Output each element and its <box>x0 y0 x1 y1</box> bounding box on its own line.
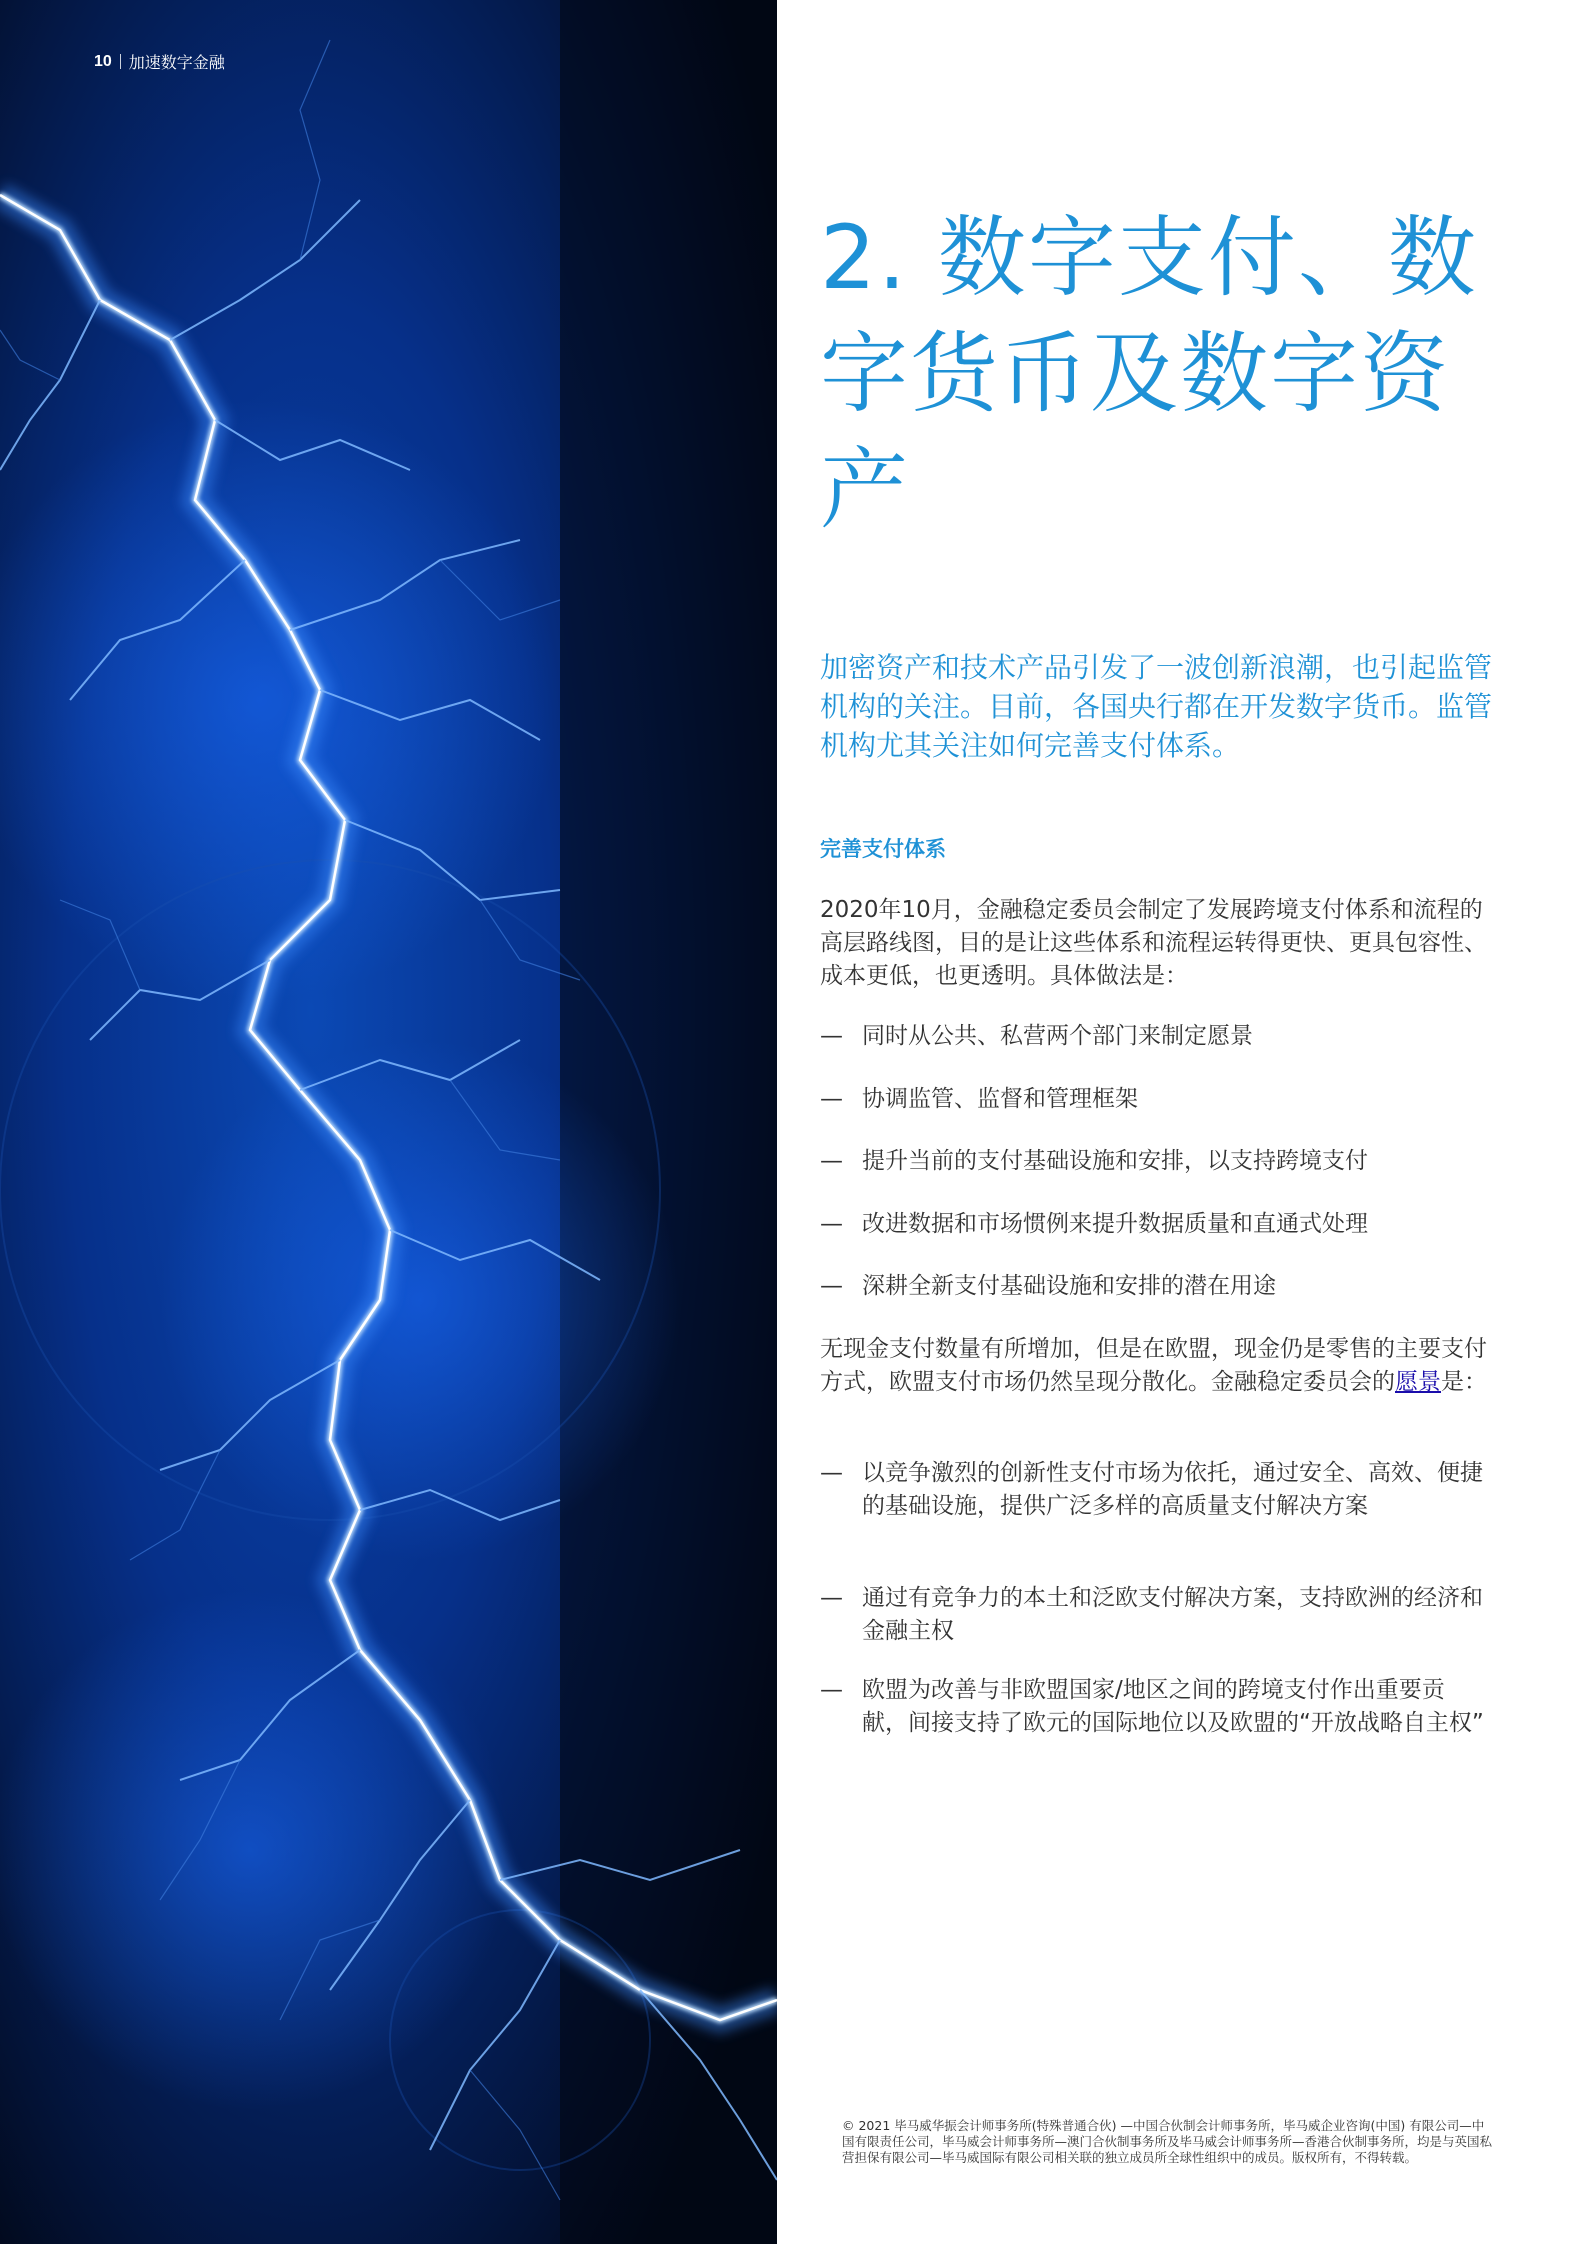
list-item <box>820 1083 1490 1116</box>
bullet-dash: — <box>820 1460 843 1486</box>
list-item <box>820 1020 1490 1053</box>
body-paragraph-2-text: 无现金支付数量有所增加，但是在欧盟，现金仍是零售的主要支付方式，欧盟支付市场仍然呈现分散化。金融稳定委员会的 <box>820 1336 1487 1395</box>
page-title: 2. 数字支付、数字货币及数字资产 <box>820 206 1478 541</box>
list-item <box>820 1145 1490 1178</box>
list-item-text: 以竞争激烈的创新性支付市场为依托，通过安全、高效、便捷的基础设施，提供广泛多样的高质量支付解决方案 <box>862 1460 1483 1519</box>
bullet-dash: — <box>820 1585 843 1611</box>
list-item <box>820 1457 1490 1523</box>
list-item-text: 深耕全新支付基础设施和安排的潜在用途 <box>862 1273 1276 1299</box>
section-name: 加速数字金融 <box>128 55 225 72</box>
list-item-text: 改进数据和市场惯例来提升数据质量和直通式处理 <box>862 1211 1368 1237</box>
copyright-footer: © 2021 毕马威华振会计师事务所(特殊普通合伙) —中国合伙制会计师事务所，毕马威企业咨询(中国) 有限公司—中国有限责任公司，毕马威会计师事务所—澳门合伙制事务所及毕马威会计师事务所—香港合伙制事务所，均是与英国私营担保有限公司—毕马威国际有限公司相关联的独立成员所全球性组织中的成员。版权所有，不得转载。 <box>842 2118 1493 2165</box>
bullet-dash: — <box>820 1273 843 1299</box>
lightning-graphic <box>0 0 777 2244</box>
list-item <box>820 1208 1490 1241</box>
bullet-dash: — <box>820 1211 843 1237</box>
page-header <box>94 50 225 73</box>
body-paragraph-2 <box>820 1333 1490 1399</box>
vision-link[interactable]: 愿景 <box>1395 1369 1441 1395</box>
list-item <box>820 1674 1490 1740</box>
intro-paragraph: 加密资产和技术产品引发了一波创新浪潮，也引起监管机构的关注。目前，各国央行都在开发数字货币。监管机构尤其关注如何完善支付体系。 <box>820 651 1493 762</box>
header-divider <box>120 54 121 69</box>
section-subheading: 完善支付体系 <box>820 837 946 861</box>
bullet-dash: — <box>820 1677 843 1703</box>
list-item-text: 同时从公共、私营两个部门来制定愿景 <box>862 1023 1253 1049</box>
list-item-text: 通过有竞争力的本土和泛欧支付解决方案，支持欧洲的经济和金融主权 <box>862 1585 1483 1644</box>
list-item-text: 协调监管、监督和管理框架 <box>862 1086 1138 1112</box>
list-item <box>820 1270 1490 1303</box>
list-item-text: 提升当前的支付基础设施和安排，以支持跨境支付 <box>862 1148 1368 1174</box>
bullet-dash: — <box>820 1023 843 1049</box>
bullet-dash: — <box>820 1086 843 1112</box>
body-paragraph-1: 2020年10月，金融稳定委员会制定了发展跨境支付体系和流程的高层路线图，目的是让这些体系和流程运转得更快、更具包容性、成本更低，也更透明。具体做法是： <box>820 897 1487 989</box>
lightning-image <box>0 0 777 2244</box>
bullet-dash: — <box>820 1148 843 1174</box>
body-paragraph-2-tail: 是： <box>1441 1369 1487 1395</box>
page-number: 10 <box>94 52 112 70</box>
list-item-text: 欧盟为改善与非欧盟国家/地区之间的跨境支付作出重要贡献，间接支持了欧元的国际地位以及欧盟的“开放战略自主权” <box>862 1677 1484 1736</box>
list-item <box>820 1582 1490 1648</box>
